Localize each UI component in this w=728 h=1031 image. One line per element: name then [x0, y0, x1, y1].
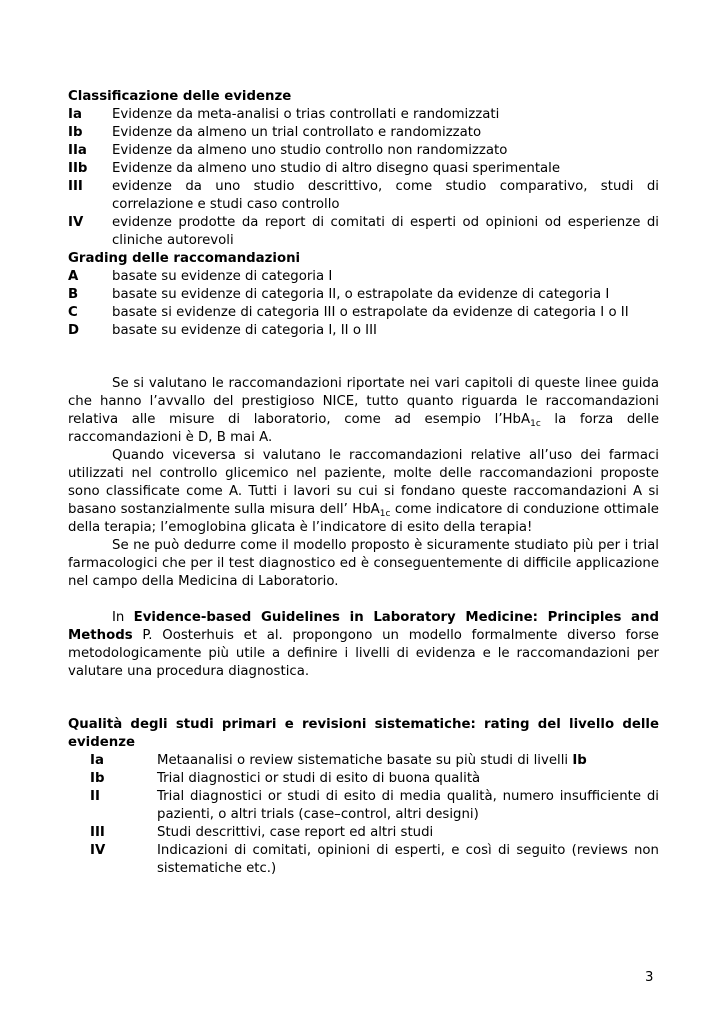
paragraph: Quando viceversa si valutano le raccomandazioni relative all’uso dei farmaci utilizzati nel controllo glicemico nel paziente, molte delle raccomandazioni proposte sono classificate come A. Tutti i lavori su cui si fondano queste raccomandazioni A si basano sostanzialmente sulla misura dell’ HbA$_{1c}$ come indicatore di conduzione ottimale della terapia; l’emoglobina glicata è l’indicatore di esito della terapia! — [68, 448, 659, 535]
evidence-row: Ib Evidenze da almeno un trial controllato e randomizzato — [68, 125, 482, 140]
page-number: 3 — [645, 970, 654, 985]
grading-heading: Grading delle raccomandazioni — [68, 251, 301, 266]
evidence-row: Ia Evidenze da meta-analisi o trias controllati e randomizzati — [68, 107, 500, 122]
quality-row: Ia Metaanalisi o review sistematiche basate su più studi di livelli Ib — [90, 753, 587, 768]
grading-row: C basate si evidenze di categoria III o estrapolate da evidenze di categoria I o II — [68, 305, 629, 320]
classification-heading: Classificazione delle evidenze — [68, 89, 292, 104]
quality-row: Ib Trial diagnostici or studi di esito di buona qualità — [90, 771, 481, 786]
paragraph: Se si valutano le raccomandazioni riportate nei vari capitoli di queste linee guida che hanno l’avvallo del prestigioso NICE, tutto quanto riguarda le raccomandazioni relativa alle misure di laboratorio, come ad esempio l’HbA$_{1c}$ la forza delle raccomandazioni è D, B mai A. — [68, 376, 660, 445]
document-page — [68, 88, 659, 878]
evidence-row: IV evidenze prodotte da report di comitati di esperti od opinioni od esperienze di cliniche autorevoli — [68, 215, 659, 248]
quality-row: III Studi descrittivi, case report ed altri studi — [90, 825, 434, 840]
evidence-row: IIa Evidenze da almeno uno studio controllo non randomizzato — [68, 143, 508, 158]
quality-row: IV Indicazioni di comitati, opinioni di esperti, e così di seguito (reviews non sistematiche etc.) — [90, 843, 659, 876]
quality-row: II Trial diagnostici or studi di esito di media qualità, numero insufficiente di pazienti, o altri trials (case–control, altri designi) — [90, 789, 659, 822]
quality-heading: Qualità degli studi primari e revisioni sistematiche: rating del livello delle evidenze — [68, 717, 659, 750]
paragraph: Se ne può dedurre come il modello proposto è sicuramente studiato più per i trial farmacologici che per il test diagnostico ed è conseguentemente di difficile applicazione nel campo della Medicina di Laboratorio. — [68, 538, 659, 589]
grading-row: A basate su evidenze di categoria I — [68, 269, 333, 284]
evidence-row: III evidenze da uno studio descrittivo, come studio comparativo, studi di correlazione e studi caso controllo — [68, 179, 659, 212]
grading-row: D basate su evidenze di categoria I, II o III — [68, 323, 377, 338]
evidence-row: IIb Evidenze da almeno uno studio di altro disegno quasi sperimentale — [68, 161, 561, 176]
grading-row: B basate su evidenze di categoria II, o estrapolate da evidenze di categoria I — [68, 287, 610, 302]
paragraph: In Evidence-based Guidelines in Laboratory Medicine: Principles and Methods P. Oosterhuis et al. propongono un modello formalmente diverso forse metodologicamente più utile a definire i livelli di evidenza e le raccomandazioni per valutare una procedura diagnostica. — [68, 610, 660, 679]
